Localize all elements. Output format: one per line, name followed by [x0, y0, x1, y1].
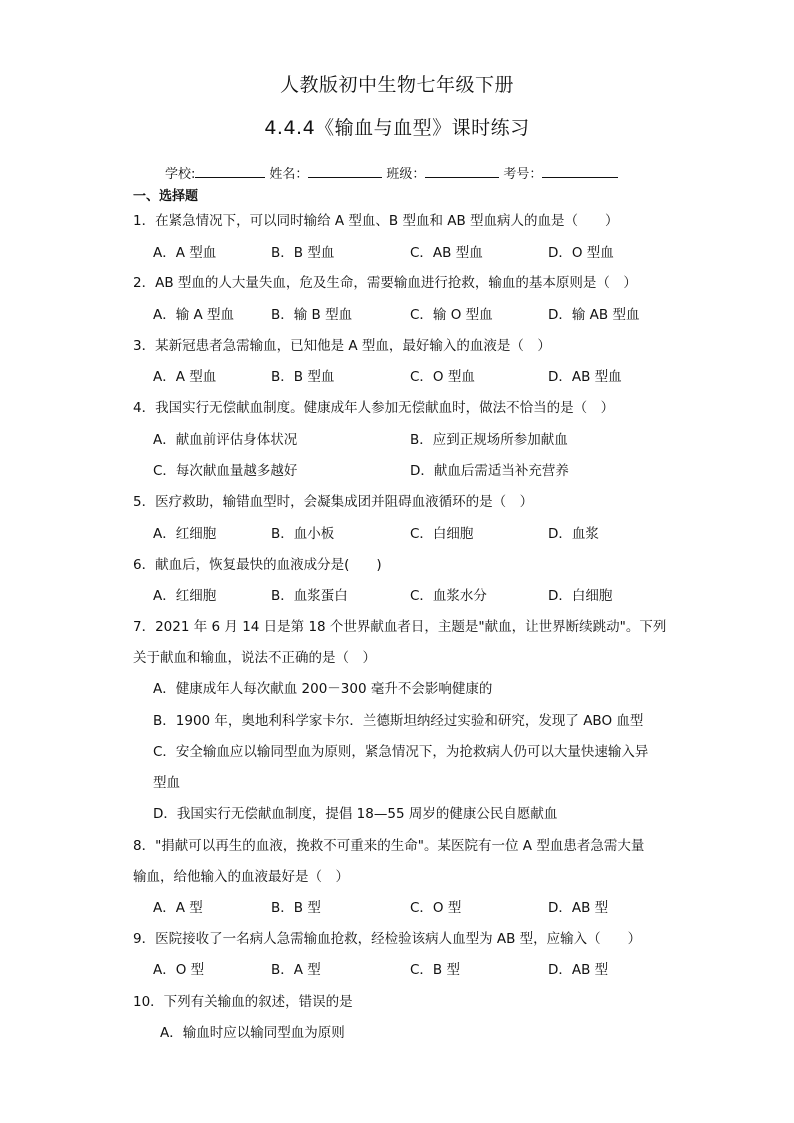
school-label: 学校: — [165, 167, 196, 182]
number-label: 考号： — [503, 167, 543, 182]
question-2-option-a: A．输 A 型血 — [153, 307, 235, 323]
question-7-stem-line-2: 关于献血和输血，说法不正确的是（ ） — [133, 650, 376, 666]
question-3-option-d: D．AB 型血 — [548, 369, 622, 385]
question-7-stem-line-1: 7．2021 年 6 月 14 日是第 18 个世界献血者日，主题是"献血，让世界断续跳动"。下列 — [133, 619, 667, 635]
question-7-option-b: B．1900 年，奥地利科学家卡尔．兰德斯坦纳经过实验和研究，发现了 ABO 血型 — [153, 713, 644, 729]
question-7-option-c: C．安全输血应以输同型血为原则，紧急情况下，为抢救病人仍可以大量快速输入异 — [153, 744, 649, 760]
question-4-option-d: D．献血后需适当补充营养 — [410, 463, 569, 479]
question-4-option-c: C．每次献血量越多越好 — [153, 463, 298, 479]
question-9-stem: 9．医院接收了一名病人急需输血抢救，经检验该病人血型为 AB 型，应输入（ ） — [133, 931, 642, 947]
student-info-line — [165, 163, 622, 182]
question-6-option-d: D．白细胞 — [548, 588, 613, 604]
question-6-option-b: B．血浆蛋白 — [271, 588, 348, 604]
name-blank[interactable] — [308, 163, 382, 178]
question-7-option-c-continued: 型血 — [153, 775, 180, 791]
question-9-option-c: C．B 型 — [410, 962, 460, 978]
question-3-option-b: B．B 型血 — [271, 369, 335, 385]
question-5-option-c: C．白细胞 — [410, 526, 474, 542]
name-label: 姓名： — [269, 167, 309, 182]
question-8-stem-line-1: 8．"捐献可以再生的血液，挽救不可重来的生命"。某医院有一位 A 型血患者急需大量 — [133, 838, 645, 854]
question-6-option-c: C．血浆水分 — [410, 588, 487, 604]
question-2-stem: 2．AB 型血的人大量失血，危及生命，需要输血进行抢救，输血的基本原则是（ ） — [133, 275, 637, 291]
question-6-option-a: A．红细胞 — [153, 588, 217, 604]
question-1-option-c: C．AB 型血 — [410, 245, 483, 261]
question-7-option-d: D．我国实行无偿献血制度，提倡 18—55 周岁的健康公民自愿献血 — [153, 806, 558, 822]
number-blank[interactable] — [542, 163, 618, 178]
question-4-stem: 4．我国实行无偿献血制度。健康成年人参加无偿献血时，做法不恰当的是（ ） — [133, 400, 615, 416]
question-10-option-a: A．输血时应以输同型血为原则 — [160, 1025, 345, 1041]
question-2-option-d: D．输 AB 型血 — [548, 307, 640, 323]
class-blank[interactable] — [425, 163, 499, 178]
question-3-option-c: C．O 型血 — [410, 369, 475, 385]
question-2-option-b: B．输 B 型血 — [271, 307, 353, 323]
question-9-option-a: A．O 型 — [153, 962, 205, 978]
question-3-stem: 3．某新冠患者急需输血，已知他是 A 型血，最好输入的血液是（ ） — [133, 338, 551, 354]
question-8-option-d: D．AB 型 — [548, 900, 609, 916]
document-title: 人教版初中生物七年级下册 — [279, 74, 514, 96]
question-5-option-b: B．血小板 — [271, 526, 335, 542]
question-9-option-d: D．AB 型 — [548, 962, 609, 978]
question-6-stem: 6．献血后，恢复最快的血液成分是( ) — [133, 557, 382, 573]
question-4-option-b: B．应到正规场所参加献血 — [410, 432, 568, 448]
class-label: 班级： — [386, 167, 426, 182]
question-8-option-c: C．O 型 — [410, 900, 462, 916]
question-3-option-a: A．A 型血 — [153, 369, 217, 385]
question-1-option-a: A．A 型血 — [153, 245, 217, 261]
question-5-stem: 5．医疗救助，输错血型时，会凝集成团并阻碍血液循环的是（ ） — [133, 494, 534, 510]
question-1-stem: 1．在紧急情况下，可以同时输给 A 型血、B 型血和 AB 型血病人的血是（ ） — [133, 213, 619, 229]
document-subtitle: 4.4.4《输血与血型》课时练习 — [264, 117, 530, 139]
question-10-stem: 10．下列有关输血的叙述，错误的是 — [133, 994, 353, 1010]
school-blank[interactable] — [195, 163, 265, 178]
question-5-option-d: D．血浆 — [548, 526, 599, 542]
question-1-option-d: D．O 型血 — [548, 245, 614, 261]
question-7-option-a: A．健康成年人每次献血 200－300 毫升不会影响健康的 — [153, 681, 493, 697]
question-5-option-a: A．红细胞 — [153, 526, 217, 542]
question-8-stem-line-2: 输血，给他输入的血液最好是（ ） — [133, 869, 349, 885]
question-4-option-a: A．献血前评估身体状况 — [153, 432, 298, 448]
section-heading: 一、选择题 — [133, 189, 199, 204]
question-9-option-b: B．A 型 — [271, 962, 321, 978]
question-2-option-c: C．输 O 型血 — [410, 307, 493, 323]
question-8-option-b: B．B 型 — [271, 900, 321, 916]
question-8-option-a: A．A 型 — [153, 900, 203, 916]
question-1-option-b: B．B 型血 — [271, 245, 335, 261]
